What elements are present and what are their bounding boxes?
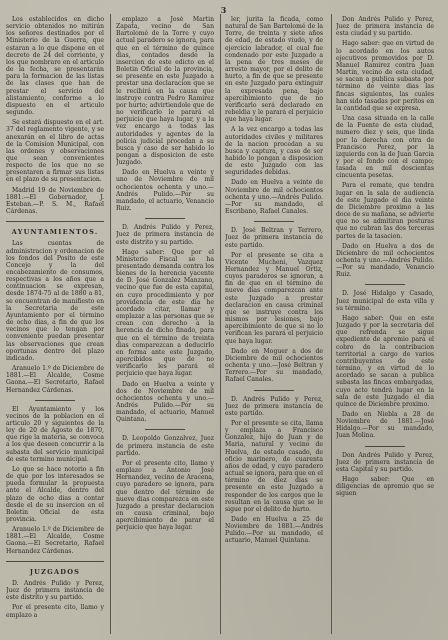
- paragraph: Don Andrés Pulido y Perez, Juez de primera instancia de esta ciudad y su partido.: [336, 16, 434, 38]
- paragraph: emplazo a José Martin Zapata, vecino de San Bartolomé de la Torre y cuyo actual paradero se ignora, para que en el término de quince dias, contados desde la insercion de este edicto en el Boletin Oficial de la provincia, se presente en este Juzgado a prestar una declaracion que se le recibirá en la causa que instruye contra Pedro Ramirez por hurto; advirtiendole que de no verificarlo le parará el perjuicio que haya lugar, y a la vez encargo a todas las autoridades y agentes de la policia judicial procedan a su busca y caso de ser habido lo pongan a disposicion de este Juzgado.: [116, 16, 214, 167]
- paragraph: Dado en Huelva a dos de Diciembre de mil ochocientos ochenta y uno.—Andrés Pulido.—Por su mandado, Venancio Ruiz.: [336, 242, 434, 279]
- paragraph: Por el presente cito, llamo y emplazo a: [6, 604, 104, 619]
- paragraph: Aranuelo 1.º de Diciembre de 1881.—El Alcalde, Cosme Gaona.—El Secretario, Rafael Hernandez Cárdenas.: [6, 365, 104, 394]
- paragraph: D. Leopoldo Gonzalvez, Juez de primera instancia de este partido.: [116, 435, 214, 457]
- column-3: [225, 16, 323, 634]
- paragraph: Dado en Huelva a veinte y uno de Noviembre de mil ochocientos ochenta y uno.—Andrés Pulido.—Por su mandado, el actuario, Venancio Ruiz.: [116, 169, 214, 213]
- section-divider: [6, 221, 104, 222]
- paragraph: Por el presente se cita, llama y emplaza a Francisco Gonzalez, hijo de Juan y de Maria, natural y vecino de Huelva, de estado casado, de oficio marinero, de cuarenta años de edad, y cuyo paradero actual se ignora, para que en el término de diez dias se presente en este Juzgado a responder de los cargos que le resultan en la causa que se le sigue por el delito de hurto.: [225, 419, 323, 513]
- paragraph: Los establecidos en dicho servicio obtenidos no mitirán los señores destinados por el Ministerio de la Guerra, que estaran a lo que dispone en el decreto de 24 del corriente, y los que nombrare en el articulo de la fecha, se presentarán para la formacion de las listas de las clases que han de prestar el servicio del alistamiento, conforme a lo dispuesto en el articulo segundo.: [6, 16, 104, 117]
- paragraph: Dado en Huelva a veinte y dos de Noviembre de mil ochocientos ochenta y uno.—Andrés Pulido.—Por su mandado, el actuario, Manuel Quintana.: [116, 380, 214, 424]
- section-divider: [365, 446, 404, 447]
- paragraph: Se estará dispuesto en el art. 37 del reglamento vigente, y se anexarán en el libro de actas de la Comision Municipal, con las ordenes y observaciones que sean convenientes respecto de los que no se presentaren a firmar sus listas en el plazo de su presentacion.: [6, 119, 104, 184]
- section-divider: [6, 561, 104, 562]
- paragraph: ler, jurita la ficada, como natural de San Bartolomé de la Torre, de treinta y siete años de edad, de estado viudo, y de ejercicio labrador, el cual fue condenado por este Juzgado a la pena de tres meses de arresto mayor, por el delito de hurto, a fin de que se presente en este Juzgado para extinguir la expresada pena, bajo apercibimiento que de no verificarlo será declarado en rebeldia y le parará el perjuicio que haya lugar.: [225, 16, 323, 124]
- paragraph: D. Andrés Pulido y Perez, Juez de primera instancia de este distrito y su partido.: [116, 224, 214, 246]
- section-heading: JUZGADOS: [29, 567, 81, 576]
- paragraph: Dado en Niebla a 28 de Noviembre de 1881.—José Hidalgo.—Por su mandado, Juan Molina.: [336, 410, 434, 440]
- column-4: [336, 16, 434, 634]
- paragraph: Aranuelo 1.º de Diciembre de 1881.—El Alcalde, Cosme Gaona.—El Secretario, Rafael Hernandez Cárdenas.: [6, 526, 104, 555]
- paragraph: Dado en Moguer a dos de Diciembre de mil ochocientos ochenta y uno.—José Beltran y Terrero.—Por su mandado, Rafael Canales.: [225, 347, 323, 384]
- paragraph: Lo que se hace notorio a fin de que por los interesados se pueda formular la propuesta ante el Alcalde, dentro del plazo de ocho dias a contar desde el de su insercion en el Boletin Oficial de esta provincia.: [6, 465, 104, 523]
- paragraph: Una casa situada en la calle de la Fuente de esta ciudad, numero diez y seis, que linda por la derecha con otra de Francisco Perez, por la izquierda con la de Juan Garcia y por el fondo con el campo; tasada en mil doscientas cincuenta pesetas.: [336, 115, 434, 180]
- paragraph: D. José Beltran y Terrero, Juez de primera instancia de este partido.: [225, 227, 323, 249]
- column-rule: [110, 14, 111, 634]
- paragraph: Hago saber: Que en diligencias de apremio que se siguen: [336, 476, 434, 498]
- section-divider: [145, 218, 184, 219]
- column-rule: [220, 14, 221, 634]
- paragraph: Dado en Huelva a 25 de Noviembre de 1881.—Andrés Pulido.—Por su mandado, el actuario, Manuel Quintana.: [225, 516, 323, 545]
- section-divider: [254, 221, 293, 222]
- paragraph: Don Andrés Pulido y Perez, Juez de primera instancia de esta Capital y su partido.: [336, 451, 434, 473]
- paragraph: El Ayuntamiento y los vecinos de la poblacion en el articulo 20 y siguientes de la ley de 20 de Agosto de 1870, que rige la materia, se convoca a los que deseen concurrir a la subasta del servicio municipal de este termino municipal.: [6, 405, 104, 463]
- page-number: 3: [220, 5, 228, 15]
- paragraph: Madrid 19 de Noviembre de 1881.—El Gobernador, J. Esteban.—P. S. M., Rafael Cárdenas.: [6, 186, 104, 216]
- column-1: [6, 16, 104, 634]
- paragraph: Hago saber: Que en este Juzgado y por la secretaria del que refrenda se sigue expediente de apremio para el cobro de la contribucion territorial a cargo de varios contribuyentes de este término, y en virtud de lo acordado se sacan a publica subasta las fincas embargadas, cuyo acto tendrá lugar en la sala de este Juzgado el dia quince de Diciembre proximo.: [336, 314, 434, 408]
- paragraph: Para el remate, que tendra lugar en la sala de audiencia de este Juzgado el dia veinte de Diciembre proximo a las doce de su mañana, se advierte que no se admitiran posturas que no cubran las dos terceras partes de la tasacion.: [336, 182, 434, 240]
- paragraph: Por el presente cito, llamo y emplazo a Antonio José Hernandez, vecino de Aracena, cuyo paradero se ignora, para que dentro del término de nueve dias comparezca en este Juzgado a prestar declaracion en causa criminal, bajo apercibimiento de parar el perjuicio que haya lugar.: [116, 459, 214, 532]
- paragraph: D. Andrés Pulido y Perez, Juez de primera instancia de este partido.: [225, 395, 323, 417]
- column-2: [116, 16, 214, 634]
- paragraph: A la vez encargo a todas las autoridades civiles y militares de la nacion procedan a su busca y captura, y caso de ser habido lo pongan a disposicion de este Juzgado con las seguridades debidas.: [225, 126, 323, 177]
- section-heading: AYUNTAMIENTOS.: [11, 228, 99, 237]
- column-rule: [331, 14, 332, 634]
- section-divider: [365, 284, 404, 285]
- paragraph: Hago saber: Que por el Ministerio Fiscal se ha presentado demanda contra los bienes de la herencia yacente de D. José Gonzalez Manzano, vecino que fue de esta capital, en cuyo procedimiento y por providencia de este dia he acordado citar, llamar y emplazar a las personas que se crean con derecho a la herencia de dicho finado, para que en el término de treinta dias comparezcan a deducirlo en forma ante este Juzgado, apercibidos que de no verificarlo les parará el perjuicio que haya lugar.: [116, 248, 214, 378]
- paragraph: D. Andrés Pulido y Perez, Juez de primera instancia de este distrito y su partido.: [6, 579, 104, 602]
- section-divider: [35, 400, 74, 401]
- paragraph: Dado en Huelva a veinte de Noviembre de mil ochocientos ochenta y uno.—Andrés Pulido.—Por su mandado, el Escribano, Rafael Canales.: [225, 179, 323, 216]
- paragraph: Hago saber: que en virtud de lo acordado en los autos ejecutivos promovidos por D. Manuel Ramirez contra Juan Martin, vecino de esta ciudad, se sacan a publica subasta por término de veinte dias las fincas siguientes, las cuales han sido tasadas por peritos en la cantidad que se expresa.: [336, 40, 434, 112]
- paragraph: Las cuentas de administracion y ordenacion de los fondos del Posito de este Concejo y la del encabezamiento de consumos, respectivas a los años que a continuacion se expresan, desde 1874-75 al de 1880 a 81, se encuentran de manifiesto en la Secretaria de este Ayuntamiento por el término de ocho dias, a fin de que los vecinos que lo tengan por conveniente puedan presentar las observaciones que crean oportunas dentro del plazo indicado.: [6, 240, 104, 362]
- section-divider: [254, 390, 293, 391]
- paragraph: D. José Hidalgo y Casado, Juez municipal de esta villa y su término.: [336, 290, 434, 312]
- section-divider: [145, 429, 184, 430]
- paragraph: Por el presente se cita a Vicente Mucheni, Vazquez Hernandez y Manuel Ortiz, cuyos paraderos se ignoran, a fin de que en el término de nueve dias comparezcan ante este Juzgado a prestar declaracion en causa criminal que se instruye contra los mismos por lesiones, bajo apercibimiento de que si no lo verifican les parará el perjuicio que haya lugar.: [225, 251, 323, 345]
